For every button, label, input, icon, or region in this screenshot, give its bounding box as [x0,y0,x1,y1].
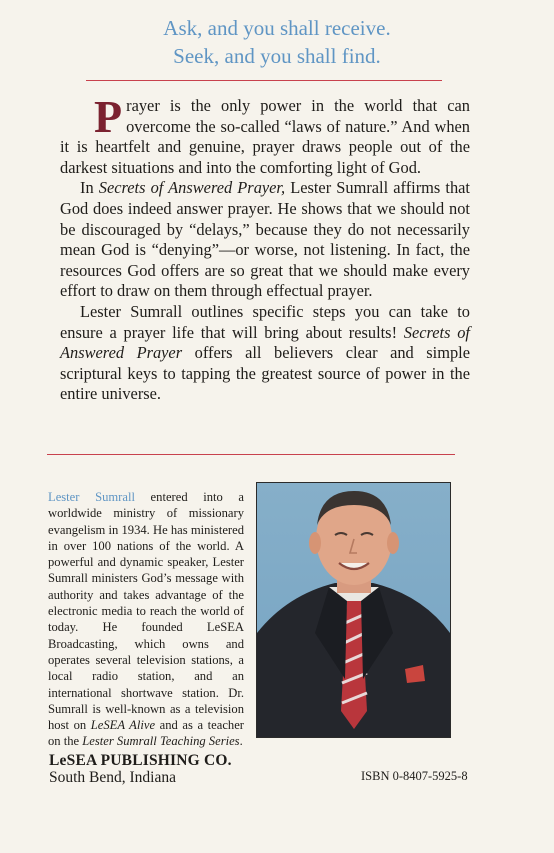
publisher-info [49,752,232,786]
tv-show-title: LeSEA Alive [90,718,156,733]
description-paragraph-2: In Secrets of Answered Prayer, Lester Sumrall affirms that God does indeed answer prayer. He shows that we should not be discouraged by “delays,” because they do not necessarily mean God is “denying”—or worse, not listening. In fact, the resources God offers are so great that we should make every effort to draw on them through effectual prayer. [60,178,470,301]
book-title: Secrets of Answered Prayer [60,322,470,363]
isbn-number: ISBN 0-8407-5925-8 [361,769,468,783]
author-bio: Lester Sumrall entered into a worldwide ministry of missionary evangelism in 1934. He has ministered in over 100 nations of the world. A powerful and dynamic speaker, Lester Sumrall ministers God’s message with authority and takes advantage of the electronic media to reach the world of today. He founded LeSEA Broadcasting, which owns and operates several television stations, a local radio station, and an international shortwave station. Dr. Sumrall is well-known as a television host on LeSEA Alive and as a teacher on the Lester Sumrall Teaching Series. [48,490,244,749]
middle-divider [47,454,455,455]
publisher-name: LeSEA PUBLISHING CO. [49,752,232,769]
tagline-line-2: Seek, and you shall find. [173,44,381,68]
top-divider [86,80,442,81]
tagline-line-1: Ask, and you shall receive. [163,16,391,40]
teaching-series-title: Lester Sumrall Teaching Series [82,734,240,749]
description-paragraph-3: Lester Sumrall outlines specific steps you can take to ensure a prayer life that will bring about results! Secrets of Answered Prayer offers all believers clear and simple scriptural keys to tapping the greatest source of power in the entire universe. [60,301,470,404]
publisher-location: South Bend, Indiana [49,769,176,786]
book-title: Secrets of Answered Prayer, [98,178,286,198]
author-photo [256,482,451,738]
author-portrait [257,483,450,737]
tagline [0,14,554,70]
author-name: Lester Sumrall [48,490,135,504]
description-paragraph-1: Prayer is the only power in the world that can overcome the so-called “laws of nature.” And when it is heartfelt and genuine, prayer draws people out of the darkest situations and into the comforting light of God. [60,91,470,177]
drop-cap: P [94,91,123,142]
book-description [60,91,470,405]
